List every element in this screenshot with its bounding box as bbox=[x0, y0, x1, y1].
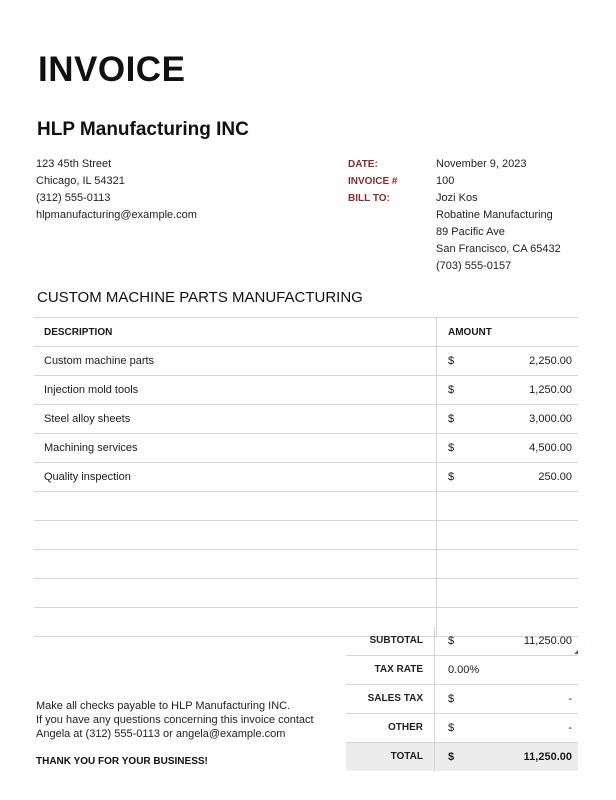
tax-rate-row bbox=[346, 656, 578, 685]
bill-to-company: Robatine Manufacturing bbox=[436, 209, 553, 221]
section-title: CUSTOM MACHINE PARTS MANUFACTURING bbox=[37, 289, 363, 306]
column-divider bbox=[434, 714, 435, 742]
column-divider bbox=[434, 743, 435, 771]
table-row bbox=[34, 376, 578, 405]
bill-to-name: Jozi Kos bbox=[436, 192, 478, 204]
tax-rate-value: 0.00% bbox=[448, 664, 480, 676]
currency-symbol: $ bbox=[448, 693, 455, 705]
bill-to-phone: (703) 555-0157 bbox=[436, 260, 512, 272]
totals-block bbox=[346, 627, 578, 771]
column-divider bbox=[436, 318, 437, 347]
total-row bbox=[346, 743, 578, 771]
table-row bbox=[34, 347, 578, 376]
thank-you-message: THANK YOU FOR YOUR BUSINESS! bbox=[36, 756, 208, 767]
currency-symbol: $ bbox=[448, 355, 455, 367]
date-value: November 9, 2023 bbox=[436, 158, 527, 170]
currency-symbol: $ bbox=[448, 413, 455, 425]
empty-table-row bbox=[34, 550, 578, 579]
empty-table-row bbox=[34, 579, 578, 608]
currency-symbol: $ bbox=[448, 635, 455, 647]
column-divider bbox=[436, 347, 437, 376]
currency-symbol: $ bbox=[448, 722, 455, 734]
column-divider bbox=[436, 521, 437, 550]
item-amount: 1,250.00 bbox=[529, 384, 572, 396]
column-divider bbox=[436, 434, 437, 463]
currency-symbol: $ bbox=[448, 384, 455, 396]
table-row bbox=[34, 463, 578, 492]
item-description: Custom machine parts bbox=[44, 355, 155, 367]
item-description: Injection mold tools bbox=[44, 384, 139, 396]
tax-rate-label: TAX RATE bbox=[374, 664, 423, 675]
subtotal-value: 11,250.00 bbox=[523, 635, 572, 647]
payment-notes bbox=[36, 699, 314, 741]
notes-line: Angela at (312) 555-0113 or angela@example.com bbox=[36, 728, 286, 740]
column-divider bbox=[436, 550, 437, 579]
description-header: DESCRIPTION bbox=[44, 327, 113, 338]
address-phone: (312) 555-0113 bbox=[36, 192, 111, 204]
company-address bbox=[36, 156, 197, 224]
sales-tax-label: SALES TAX bbox=[367, 693, 423, 704]
empty-table-row bbox=[34, 521, 578, 550]
invoice-title: INVOICE bbox=[38, 50, 186, 89]
total-value: 11,250.00 bbox=[523, 751, 572, 763]
other-row bbox=[346, 714, 578, 743]
item-amount: 250.00 bbox=[538, 471, 572, 483]
subtotal-label: SUBTOTAL bbox=[369, 635, 423, 646]
column-divider bbox=[436, 405, 437, 434]
address-street: 123 45th Street bbox=[36, 158, 112, 170]
column-divider bbox=[436, 463, 437, 492]
column-divider bbox=[436, 376, 437, 405]
sales-tax-value: - bbox=[568, 693, 572, 705]
notes-line: Make all checks payable to HLP Manufacturing INC. bbox=[36, 700, 291, 712]
line-items-table bbox=[34, 317, 578, 637]
company-name: HLP Manufacturing INC bbox=[37, 119, 249, 140]
empty-table-row bbox=[34, 492, 578, 521]
table-header-row bbox=[34, 317, 578, 347]
item-description: Quality inspection bbox=[44, 471, 131, 483]
column-divider bbox=[436, 579, 437, 608]
address-email: hlpmanufacturing@example.com bbox=[36, 209, 197, 221]
table-row bbox=[34, 405, 578, 434]
column-divider bbox=[434, 627, 435, 655]
column-divider bbox=[434, 656, 435, 684]
other-value: - bbox=[568, 722, 572, 734]
currency-symbol: $ bbox=[448, 471, 455, 483]
currency-symbol: $ bbox=[448, 751, 455, 763]
date-label: DATE: bbox=[348, 159, 378, 170]
total-label: TOTAL bbox=[390, 751, 423, 762]
invoice-number-value: 100 bbox=[436, 175, 455, 187]
bill-to-street: 89 Pacific Ave bbox=[436, 226, 505, 238]
item-amount: 3,000.00 bbox=[529, 413, 572, 425]
invoice-meta-labels bbox=[348, 156, 397, 207]
subtotal-row bbox=[346, 627, 578, 656]
notes-line: If you have any questions concerning this invoice contact bbox=[36, 714, 314, 726]
item-description: Steel alloy sheets bbox=[44, 413, 131, 425]
item-description: Machining services bbox=[44, 442, 138, 454]
other-label: OTHER bbox=[388, 722, 423, 733]
item-amount: 4,500.00 bbox=[529, 442, 572, 454]
address-city: Chicago, IL 54321 bbox=[36, 175, 125, 187]
invoice-meta-values bbox=[436, 156, 561, 275]
invoice-number-label: INVOICE # bbox=[348, 176, 398, 187]
amount-header: AMOUNT bbox=[448, 327, 492, 338]
cell-marker-icon bbox=[574, 650, 578, 654]
column-divider bbox=[436, 492, 437, 521]
item-amount: 2,250.00 bbox=[529, 355, 572, 367]
bill-to-city: San Francisco, CA 65432 bbox=[436, 243, 561, 255]
bill-to-label: BILL TO: bbox=[348, 193, 390, 204]
currency-symbol: $ bbox=[448, 442, 455, 454]
sales-tax-row bbox=[346, 685, 578, 714]
column-divider bbox=[434, 685, 435, 713]
table-row bbox=[34, 434, 578, 463]
